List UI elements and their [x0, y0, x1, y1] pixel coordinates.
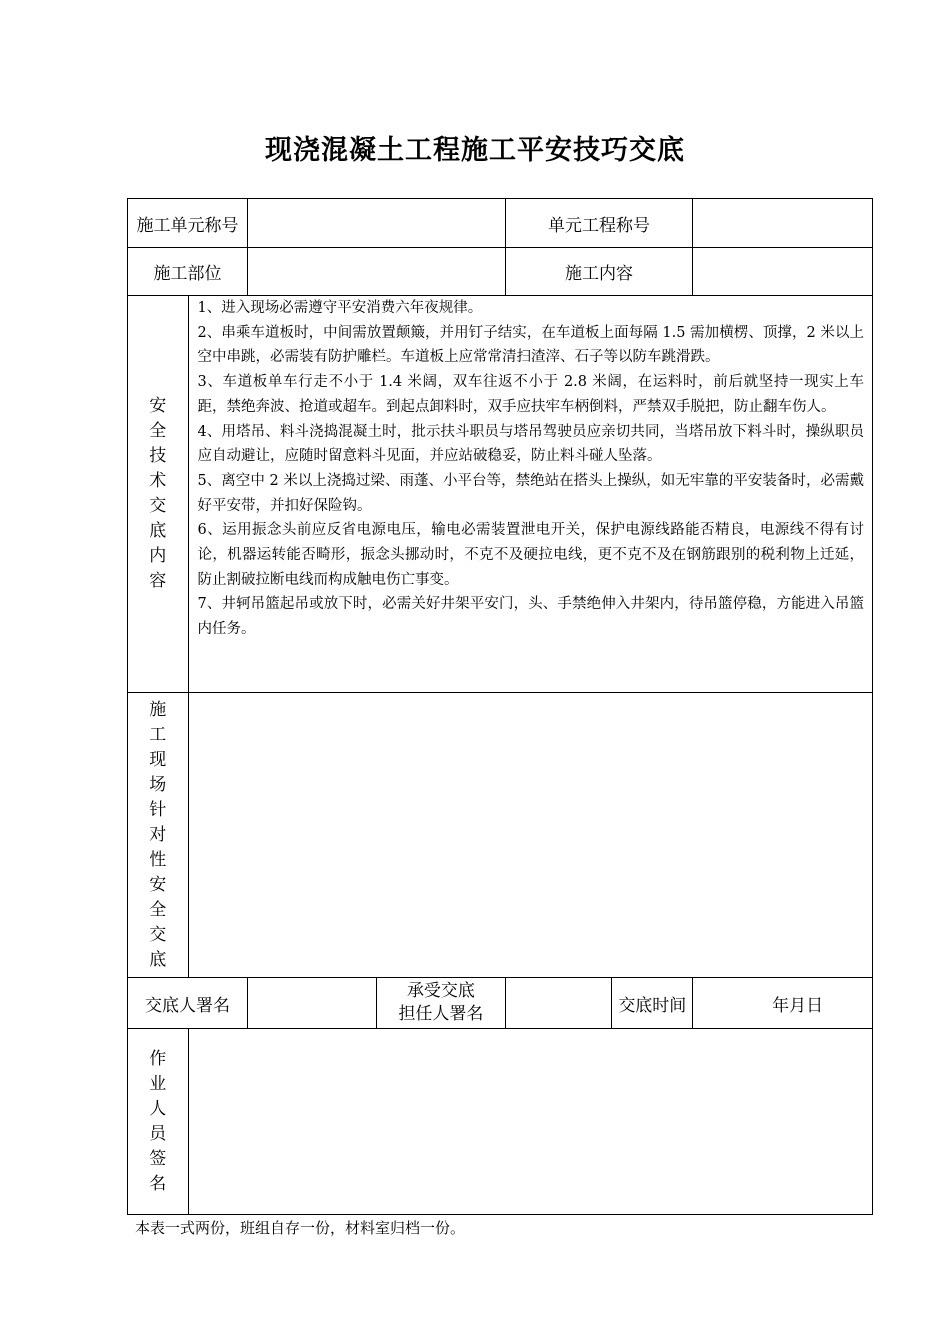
label-char: 签: [149, 1148, 167, 1169]
safety-item: 3、车道板单车行走不小于 1.4 米阔，双车往返不小于 2.8 米阔，在运料时，前后就坚持一现实上车距，禁绝奔波、抢道或超车。到起点卸料时，双手应扶牢车柄倒料，严禁双手脱把，防止翻车伤人。: [197, 374, 864, 415]
label-char: 性: [149, 849, 167, 870]
label-char: 交: [149, 496, 167, 516]
label-char: 业: [149, 1073, 167, 1094]
label-char: 内: [149, 546, 167, 566]
label-char: 员: [149, 1123, 167, 1144]
safety-section-label: [128, 296, 189, 693]
safety-row: [128, 296, 873, 693]
label-char: 容: [149, 571, 167, 591]
label-char: 全: [149, 899, 167, 920]
discloser-label: 交底人署名: [128, 978, 248, 1029]
site-content-field[interactable]: [188, 693, 872, 978]
receiver-label-line: 担任人署名: [398, 1004, 484, 1024]
work-content-label: 施工内容: [505, 248, 693, 296]
safety-item: 4、用塔吊、料斗浇捣混凝土时，批示扶斗职员与塔吊驾驶员应亲切共同，当塔吊放下料斗时，操纵职员应自动避让，应随时留意料斗见面，并应站破稳妥，防止料斗碰人坠落。: [197, 423, 864, 465]
label-char: 针: [149, 799, 167, 820]
label-char: 施: [149, 699, 167, 720]
safety-item: 7、井轲吊篮起吊或放下时，必需关好井架平安门，头、手禁绝伸入井架内，待吊篮停稳，方能进入吊篮内任务。: [197, 596, 864, 638]
footer-note: 本表一式两份，班组自存一份，材料室归档一份。: [135, 1219, 466, 1237]
site-row: [128, 693, 873, 978]
safety-item: 1、进入现场必需遵守平安消费六年夜规律。: [197, 300, 483, 316]
location-field[interactable]: [248, 248, 506, 296]
unit-name-label: 施工单元称号: [128, 199, 248, 248]
work-content-field[interactable]: [693, 248, 873, 296]
document-title: 现浇混凝土工程施工平安技巧交底: [265, 135, 685, 166]
label-char: 技: [149, 446, 167, 466]
label-char: 现: [149, 749, 167, 770]
signature-row: [128, 978, 873, 1029]
site-section-label: [128, 693, 189, 978]
unit-name-field[interactable]: [248, 199, 506, 248]
label-char: 工: [149, 724, 167, 745]
label-char: 底: [149, 521, 167, 541]
label-char: 作: [149, 1048, 167, 1069]
receiver-signature-field[interactable]: [505, 978, 612, 1029]
label-char: 术: [149, 471, 167, 491]
label-char: 底: [149, 949, 167, 970]
discloser-signature-field[interactable]: [248, 978, 377, 1029]
safety-item: 6、运用振念头前应反省电源电压，输电必需装置泄电开关，保护电源线路能否精良，电源线不得有讨论，机器运转能否畸形，振念头挪动时，不克不及硬拉电线，更不克不及在钢筋跟别的税利物上迁延，防止割破拉断电线而构成触电伤亡事变。: [197, 522, 864, 588]
label-char: 场: [149, 774, 167, 795]
receiver-label-line: 承受交底: [406, 981, 475, 1001]
safety-item: 5、离空中 2 米以上浇捣过梁、雨蓬、小平台等，禁绝站在搭头上操纵，如无牢靠的平安装备时，必需戴好平安带，并扣好保险钩。: [197, 472, 864, 514]
label-char: 对: [149, 824, 167, 845]
location-label: 施工部位: [128, 248, 248, 296]
header-row-1: [128, 199, 873, 248]
time-label: 交底时间: [612, 978, 693, 1029]
label-char: 人: [149, 1098, 167, 1119]
safety-content: [188, 296, 872, 693]
label-char: 安: [149, 396, 167, 416]
project-name-label: 单元工程称号: [505, 199, 693, 248]
label-char: 全: [149, 421, 167, 441]
label-char: 安: [149, 874, 167, 895]
disclosure-table: [127, 198, 873, 1215]
workers-section-label: [128, 1029, 189, 1215]
time-field[interactable]: 年月日: [693, 978, 873, 1029]
safety-item: 2、串乘车道板时，中间需放置颠簸，并用钉子结实，在车道板上面每隔 1.5 需加横楞、顶撑，2 米以上空中串跳，必需装有防护雕栏。车道板上应常常清扫渣滓、石子等以防车跳滑跌。: [197, 324, 864, 366]
label-char: 交: [149, 924, 167, 945]
receiver-label: [377, 978, 505, 1029]
workers-row: [128, 1029, 873, 1215]
header-row-2: [128, 248, 873, 296]
workers-signature-field[interactable]: [188, 1029, 872, 1215]
label-char: 名: [149, 1173, 167, 1194]
project-name-field[interactable]: [693, 199, 873, 248]
